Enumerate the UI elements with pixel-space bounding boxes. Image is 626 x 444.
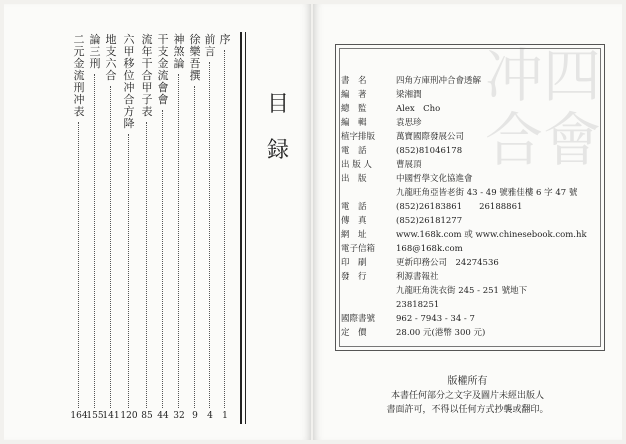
- colophon-value: 962 - 7943 - 34 - 7: [396, 314, 475, 324]
- toc-heading: 目録: [266, 92, 289, 163]
- toc-page-number: 1: [222, 411, 228, 421]
- toc-entry-title: 序: [219, 33, 231, 46]
- toc-leader-dots: [110, 86, 111, 408]
- colophon-value: 九龍旺角亞皆老街 43 - 49 號雅佳樓 6 字 47 號: [396, 188, 578, 198]
- toc-leader-dots: [194, 86, 195, 408]
- colophon-row: [341, 258, 499, 269]
- cover-watermark: 冲四合會: [484, 42, 601, 174]
- toc-entry-title: 干支金流會會: [157, 33, 169, 106]
- colophon-label: 電 話: [341, 146, 367, 156]
- toc-leader-dots: [78, 122, 79, 408]
- colophon-label: 電 話: [341, 202, 367, 212]
- toc-entry[interactable]: [172, 34, 186, 70]
- colophon-row: [341, 174, 473, 185]
- colophon-value: www.168k.com 或 www.chinesebook.com.hk: [396, 230, 587, 240]
- colophon-row: [341, 314, 475, 325]
- toc-entry[interactable]: [88, 34, 102, 70]
- toc-leader-dots: [128, 134, 129, 408]
- colophon-value: 28.00 元(港幣 300 元): [396, 328, 486, 338]
- toc-leader-dots: [178, 74, 179, 408]
- colophon-row: [341, 328, 485, 339]
- colophon-row: [341, 118, 422, 129]
- colophon-row: [341, 202, 522, 213]
- toc-entry-title: 前言: [204, 33, 216, 58]
- copyright-notice-line-1: 本書任何部分之文字及圖片未經出版人: [390, 391, 544, 401]
- colophon-row: [341, 230, 587, 241]
- colophon-value: 168@168k.com: [396, 244, 463, 254]
- colophon-label: 書 名: [341, 76, 367, 86]
- toc-entry-title: 流年干合甲子表: [141, 33, 153, 118]
- toc-divider-line: [240, 32, 242, 424]
- toc-page-number: 120: [120, 411, 138, 421]
- colophon-label: 傳 真: [341, 216, 367, 226]
- colophon-row: [341, 244, 463, 255]
- colophon-value: 九龍旺角洗衣街 245 - 251 號地下: [396, 286, 528, 296]
- colophon-value: 更新印務公司 24274536: [396, 258, 499, 268]
- colophon-row: [341, 76, 481, 87]
- toc-entry-title: 徐樂吾撰: [189, 33, 201, 82]
- toc-entry[interactable]: [72, 34, 86, 118]
- colophon-row: [341, 160, 422, 171]
- colophon-value: 中國哲學文化協進會: [396, 174, 473, 184]
- toc-entry[interactable]: [140, 34, 154, 118]
- colophon-value: 曹展頂: [396, 160, 422, 170]
- toc-entry-title: 二元金流刑冲表: [73, 33, 85, 118]
- rights-title: 版權所有: [447, 376, 488, 387]
- toc-divider-line-thin: [245, 32, 246, 424]
- toc-page-number: 155: [86, 411, 104, 421]
- colophon-value: 萬寶國際發展公司: [396, 132, 465, 142]
- toc-page-number: 85: [141, 411, 153, 421]
- colophon-row: [396, 300, 439, 311]
- toc-page-number: 44: [157, 411, 169, 421]
- toc-entry[interactable]: [104, 34, 118, 82]
- colophon-label: 印 刷: [341, 258, 367, 268]
- colophon-value: 袁思珍: [396, 118, 422, 128]
- colophon-page: [313, 4, 622, 440]
- toc-leader-dots: [94, 74, 95, 408]
- colophon-value: 四角方庫刑冲合會透解: [396, 76, 482, 86]
- colophon-label: 網 址: [341, 230, 367, 240]
- colophon-row: [341, 90, 422, 101]
- toc-leader-dots: [162, 110, 163, 408]
- colophon-value: 23818251: [396, 300, 440, 310]
- toc-page: [4, 4, 311, 440]
- colophon-value: (852)81046178: [396, 146, 463, 156]
- colophon-value: (852)26183861 26188861: [396, 202, 523, 212]
- toc-page-number: 32: [173, 411, 185, 421]
- colophon-label: 出 版 人: [341, 160, 372, 170]
- colophon-value: 梁湘潤: [396, 90, 422, 100]
- colophon-row: [341, 216, 462, 227]
- toc-entry[interactable]: [203, 34, 217, 58]
- toc-page-number: 9: [192, 411, 198, 421]
- colophon-row: [396, 286, 527, 297]
- toc-entry-title: 六甲移位冲合方降: [123, 33, 135, 130]
- toc-entry-title: 論三刑: [89, 33, 101, 70]
- colophon-row: [341, 146, 462, 157]
- toc-entry-title: 神煞論: [173, 33, 185, 70]
- toc-entry[interactable]: [218, 34, 232, 46]
- colophon-row: [341, 132, 464, 143]
- toc-entry-title: 地支六合: [105, 33, 117, 82]
- colophon-label: 發 行: [341, 272, 367, 282]
- colophon-label: 國際書號: [341, 314, 376, 324]
- toc-entry[interactable]: [122, 34, 136, 130]
- toc-page-number: 164: [70, 411, 88, 421]
- colophon-value: 利源書報社: [396, 272, 439, 282]
- toc-entry[interactable]: [188, 34, 202, 82]
- colophon-value: Alex Cho: [396, 104, 441, 114]
- toc-leader-dots: [146, 122, 147, 408]
- colophon-label: 出 版: [341, 174, 367, 184]
- toc-leader-dots: [224, 50, 225, 408]
- colophon-row: [396, 188, 577, 199]
- colophon-label: 編 輯: [341, 118, 367, 128]
- toc-leader-dots: [209, 62, 210, 408]
- colophon-label: 總 監: [341, 104, 367, 114]
- colophon-label: 植字排版: [341, 132, 376, 142]
- colophon-label: 電子信箱: [341, 244, 376, 254]
- copyright-notice-line-2: 書面許可，不得以任何方式抄襲或翻印。: [386, 405, 549, 415]
- colophon-value: (852)26181277: [396, 216, 463, 226]
- colophon-row: [341, 104, 440, 115]
- toc-page-number: 141: [102, 411, 120, 421]
- colophon-label: 定 價: [341, 328, 367, 338]
- toc-page-number: 4: [207, 411, 213, 421]
- colophon-row: [341, 272, 439, 283]
- colophon-label: 編 著: [341, 90, 367, 100]
- toc-entry[interactable]: [156, 34, 170, 106]
